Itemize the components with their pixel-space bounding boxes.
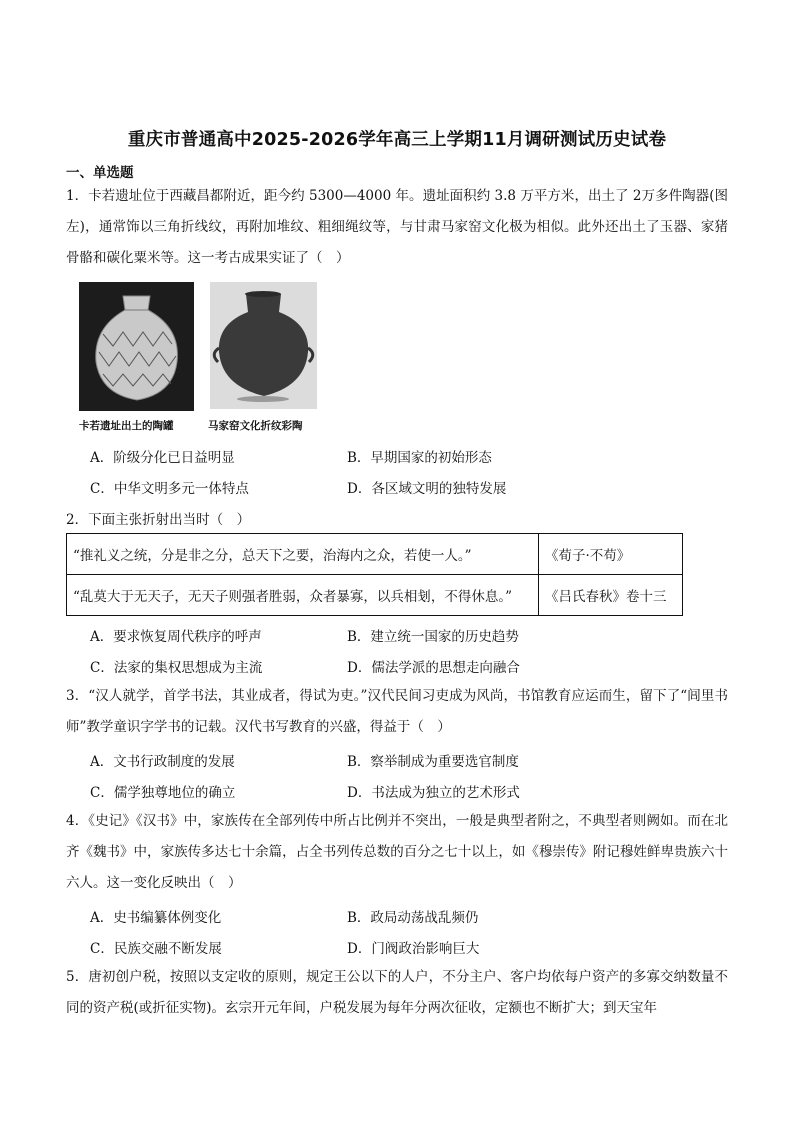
q3-option-c[interactable]: C．儒学独尊地位的确立: [90, 785, 236, 801]
source-cell: 《荀子·不苟》: [539, 534, 683, 575]
question-2-stem: 2．下面主张折射出当时（ ）: [66, 512, 251, 528]
q3-option-b[interactable]: B．察举制成为重要选官制度: [347, 754, 519, 770]
quote-cell: “乱莫大于无天子，无天子则强者胜弱，众者暴寡，以兵相刬，不得休息。”: [67, 575, 539, 616]
q2-option-a[interactable]: A．要求恢复周代秩序的呼声: [90, 629, 262, 645]
quote-cell: “推礼义之统，分是非之分，总天下之要，治海内之众，若使一人。”: [67, 534, 539, 575]
source-cell: 《吕氏春秋》卷十三: [539, 575, 683, 616]
q1-option-c[interactable]: C．中华文明多元一体特点: [90, 481, 249, 497]
question-3-stem: 3．“汉人就学，首学书法，其业成者，得试为吏。”汉代民间习吏成为风尚，书馆教育应运而生，留下了“闾里书师”教学童识字学书的记载。汉代书写教育的兴盛，得益于（ ）: [66, 688, 728, 735]
quote-table: [66, 533, 683, 616]
q4-option-c[interactable]: C．民族交融不断发展: [90, 941, 222, 957]
q3-option-a[interactable]: A．文书行政制度的发展: [90, 754, 235, 770]
q4-option-b[interactable]: B．政局动荡战乱频仍: [347, 910, 479, 926]
table-row: [67, 575, 683, 616]
table-row: [67, 534, 683, 575]
question-4-stem: 4．《史记》《汉书》中，家族传在全部列传中所占比例并不突出，一般是典型者附之，不典型者则阙如。而在北齐《魏书》中，家族传多达七十余篇，占全书列传总数的百分之七十以上，如《穆崇传》附记穆姓鲜卑贵族六十六人。这一变化反映出（ ）: [66, 813, 728, 891]
q4-option-d[interactable]: D．门阀政治影响巨大: [347, 941, 480, 957]
question-1-stem: 1．卡若遗址位于西藏昌都附近，距今约 5300—4000 年。遗址面积约 3.8 万平方米，出土了 2万多件陶器(图左)，通常饰以三角折线纹，再附加堆纹、粗细绳纹等，与甘肃马家窑文化极为相似。此外还出土了玉器、家猪骨骼和碳化粟米等。这一考古成果实证了（ ）: [66, 188, 728, 266]
q3-option-d[interactable]: D．书法成为独立的艺术形式: [347, 785, 520, 801]
q2-option-d[interactable]: D．儒法学派的思想走向融合: [347, 660, 520, 676]
page-title: 重庆市普通高中2025-2026学年高三上学期11月调研测试历史试卷: [127, 130, 667, 150]
figure-caption-left: 卡若遗址出土的陶罐: [79, 420, 174, 432]
q1-option-b[interactable]: B．早期国家的初始形态: [347, 450, 492, 466]
karuo-pottery-image: [79, 282, 194, 411]
q1-option-d[interactable]: D．各区域文明的独特发展: [347, 481, 507, 497]
q4-option-a[interactable]: A．史书编纂体例变化: [90, 910, 222, 926]
q2-option-c[interactable]: C．法家的集权思想成为主流: [90, 660, 263, 676]
section-heading: 一、单选题: [66, 165, 134, 181]
figure-caption-right: 马家窑文化折纹彩陶: [208, 420, 303, 432]
q1-option-a[interactable]: A．阶级分化已日益明显: [90, 450, 235, 466]
question-5-stem: 5．唐初创户税，按照以支定收的原则，规定王公以下的人户，不分主户、客户均依每户资产的多寡交纳数量不同的资产税(或折征实物)。玄宗开元年间，户税发展为每年分两次征收，定额也不断扩大；到天宝年: [66, 969, 728, 1016]
majiayao-pottery-image: [210, 282, 317, 409]
q2-option-b[interactable]: B．建立统一国家的历史趋势: [347, 629, 519, 645]
